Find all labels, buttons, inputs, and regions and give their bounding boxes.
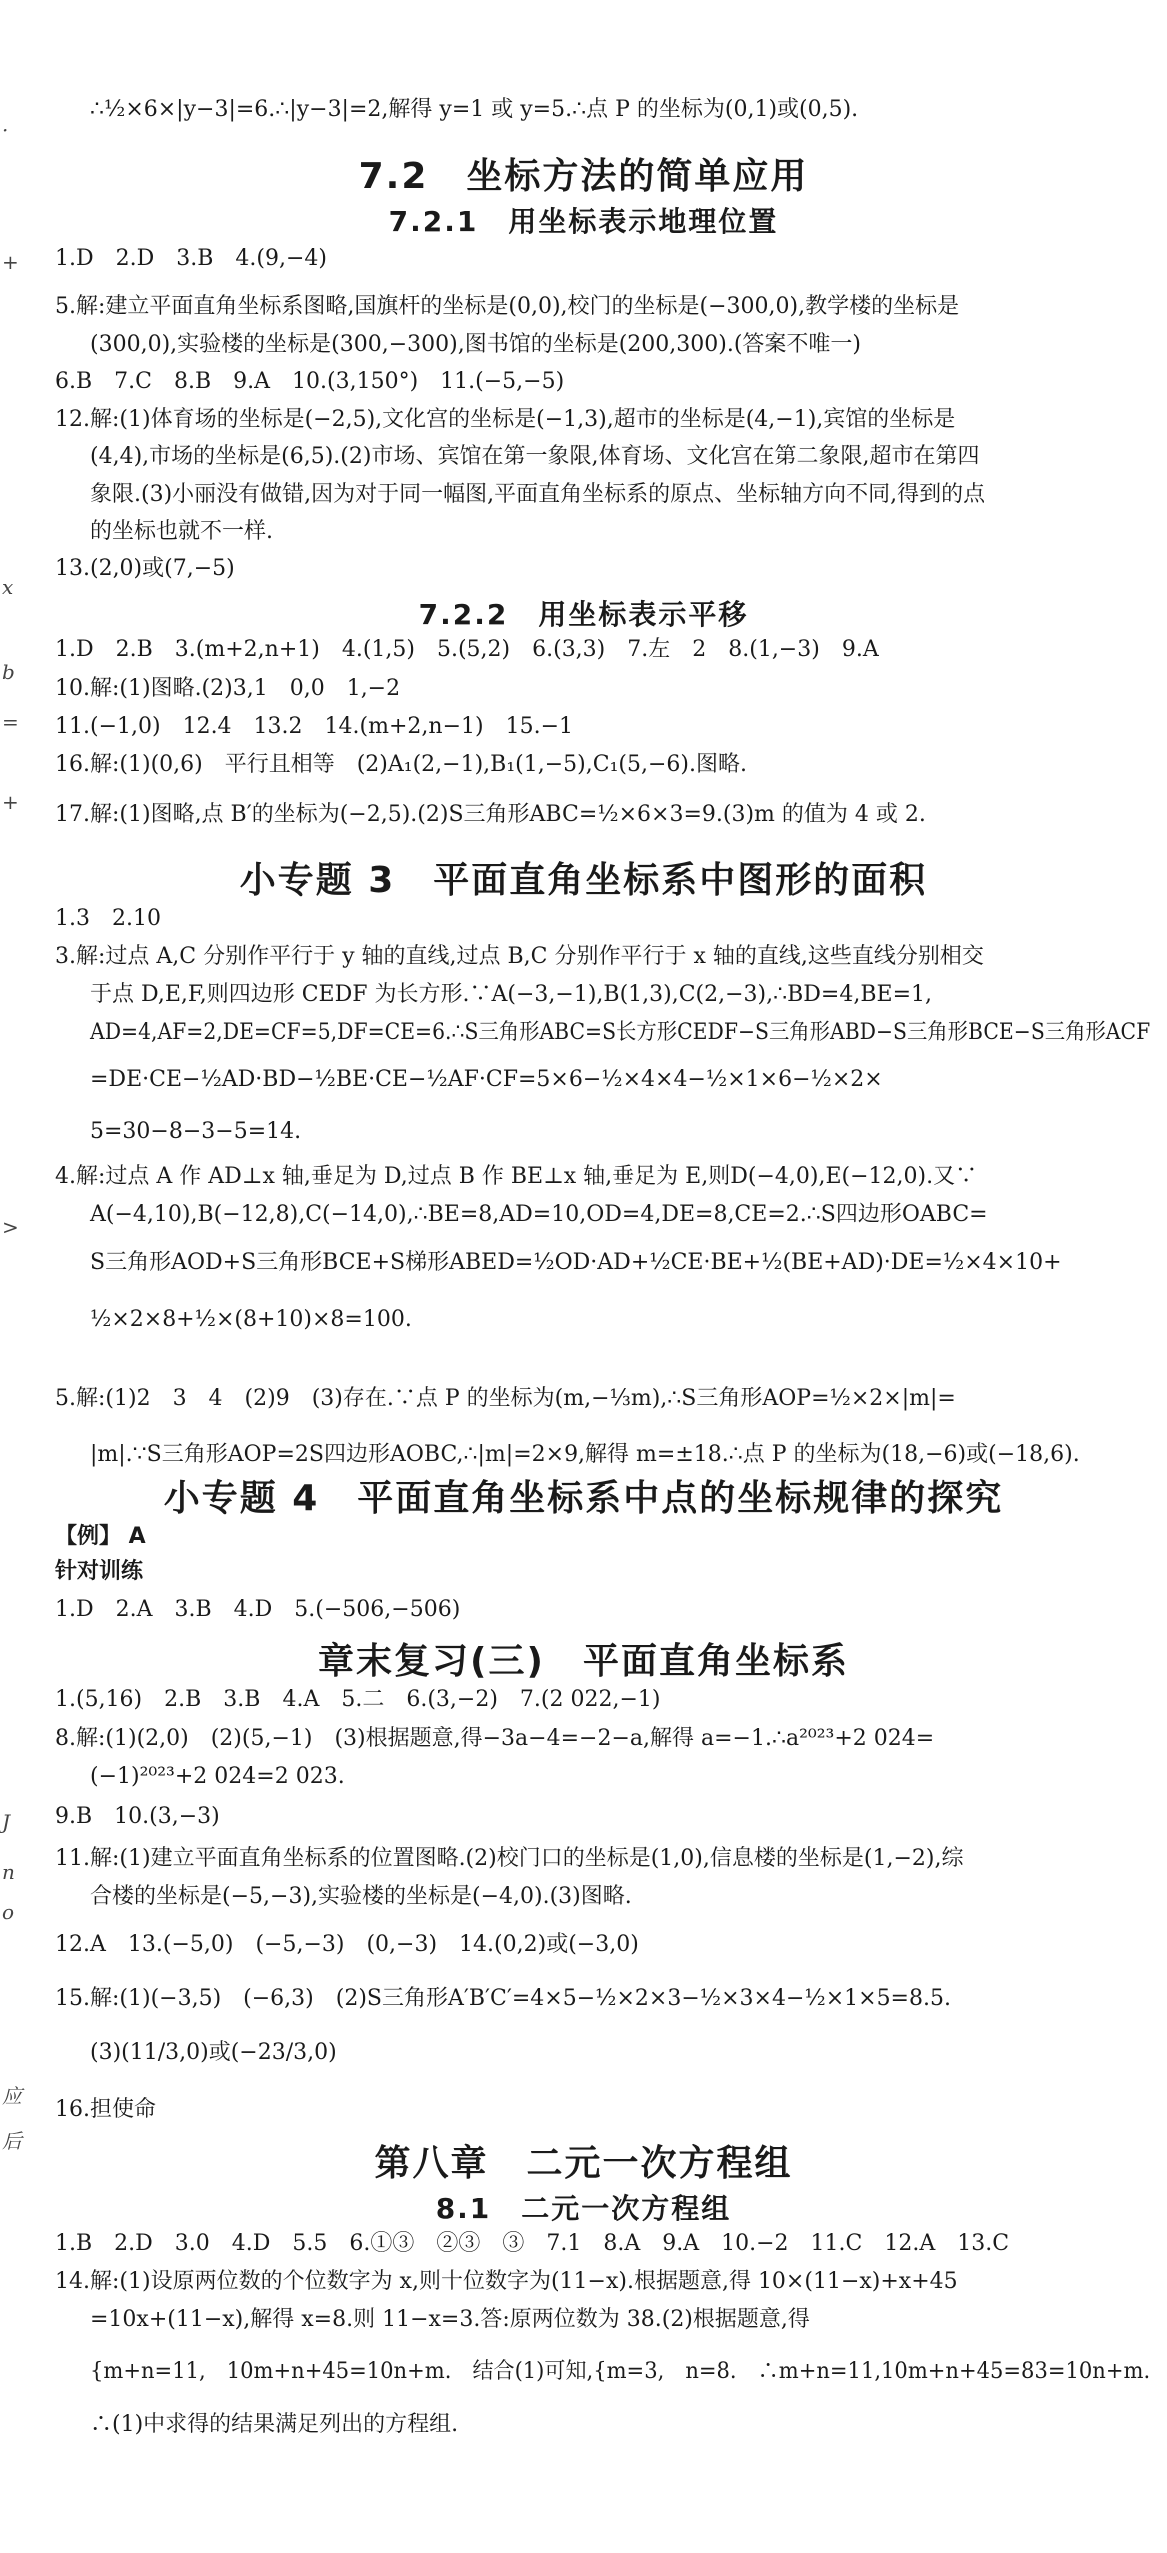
chapter-review-title: 章末复习(三) 平面直角坐标系 bbox=[318, 1641, 849, 1682]
answer-line: A(−4,10),B(−12,8),C(−14,0),∴BE=8,AD=10,OD=4,DE=8,CE=2.∴S四边形OABC= bbox=[90, 1202, 988, 1227]
topic-4-title: 小专题 4 平面直角坐标系中点的坐标规律的探究 bbox=[163, 1478, 1004, 1519]
topic-3-title: 小专题 3 平面直角坐标系中图形的面积 bbox=[239, 860, 928, 901]
answer-line: 5.解:(1)2 3 4 (2)9 (3)存在.∵点 P 的坐标为(m,−⅓m),∴S三角形AOP=½×2×|m|= bbox=[55, 1386, 956, 1411]
example-answer: 【例】 A bbox=[55, 1524, 146, 1549]
answer-line: 于点 D,E,F,则四边形 CEDF 为长方形.∵A(−3,−1),B(1,3),C(2,−3),∴BD=4,BE=1, bbox=[90, 982, 933, 1007]
answer-line: |m|.∵S三角形AOP=2S四边形AOBC,∴|m|=2×9,解得 m=±18.∴点 P 的坐标为(18,−6)或(−18,6). bbox=[90, 1442, 1080, 1467]
answer-line: 4.解:过点 A 作 AD⊥x 轴,垂足为 D,过点 B 作 BE⊥x 轴,垂足为 E,则D(−4,0),E(−12,0).又∵ bbox=[55, 1164, 978, 1189]
margin-mark: 应 bbox=[2, 2084, 22, 2108]
answer-line: 16.解:(1)(0,6) 平行且相等 (2)A₁(2,−1),B₁(1,−5),C₁(5,−6).图略. bbox=[55, 752, 747, 777]
margin-mark: x bbox=[2, 575, 14, 599]
answer-line: 1.D 2.A 3.B 4.D 5.(−506,−506) bbox=[55, 1597, 461, 1622]
answer-line: 1.D 2.B 3.(m+2,n+1) 4.(1,5) 5.(5,2) 6.(3,3) 7.左 2 8.(1,−3) 9.A bbox=[55, 637, 879, 662]
margin-mark: > bbox=[2, 1215, 19, 1239]
answer-line: 12.解:(1)体育场的坐标是(−2,5),文化宫的坐标是(−1,3),超市的坐标是(4,−1),宾馆的坐标是 bbox=[55, 407, 956, 432]
answer-line: ∴½×6×|y−3|=6.∴|y−3|=2,解得 y=1 或 y=5.∴点 P 的坐标为(0,1)或(0,5). bbox=[90, 97, 859, 122]
answer-line: 17.解:(1)图略,点 B′的坐标为(−2,5).(2)S三角形ABC=½×6×3=9.(3)m 的值为 4 或 2. bbox=[55, 802, 926, 827]
answer-line: 1.(5,16) 2.B 3.B 4.A 5.二 6.(3,−2) 7.(2 022,−1) bbox=[55, 1687, 661, 1712]
answer-line: S三角形AOD+S三角形BCE+S梯形ABED=½OD·AD+½CE·BE+½(BE+AD)·DE=½×4×10+ bbox=[90, 1250, 1062, 1275]
answer-line: 3.解:过点 A,C 分别作平行于 y 轴的直线,过点 B,C 分别作平行于 x 轴的直线,这些直线分别相交 bbox=[55, 944, 984, 969]
answer-line: (4,4),市场的坐标是(6,5).(2)市场、宾馆在第一象限,体育场、文化宫在第二象限,超市在第四 bbox=[90, 444, 980, 469]
margin-mark: · bbox=[2, 118, 9, 142]
margin-mark: J bbox=[2, 1810, 11, 1834]
section-title-8-1: 8.1 二元一次方程组 bbox=[435, 2192, 732, 2225]
answer-line: 15.解:(1)(−3,5) (−6,3) (2)S三角形A′B′C′=4×5−½×2×3−½×3×4−½×1×5=8.5. bbox=[55, 1986, 951, 2011]
answer-line: ∴(1)中求得的结果满足列出的方程组. bbox=[90, 2412, 459, 2437]
section-title-7-2-1: 7.2.1 用坐标表示地理位置 bbox=[388, 205, 779, 238]
answer-line: =10x+(11−x),解得 x=8.则 11−x=3.答:原两位数为 38.(2)根据题意,得 bbox=[90, 2307, 810, 2332]
margin-mark: b bbox=[2, 660, 15, 684]
margin-mark: o bbox=[2, 1900, 15, 1924]
answer-line: 1.B 2.D 3.0 4.D 5.5 6.①③ ②③ ③ 7.1 8.A 9.A 10.−2 11.C 12.A 13.C bbox=[55, 2231, 1010, 2256]
answer-line: 5=30−8−3−5=14. bbox=[90, 1119, 302, 1144]
answer-line: 11.(−1,0) 12.4 13.2 14.(m+2,n−1) 15.−1 bbox=[55, 714, 573, 739]
answer-line: (3)(11/3,0)或(−23/3,0) bbox=[90, 2040, 337, 2065]
answer-line: 14.解:(1)设原两位数的个位数字为 x,则十位数字为(11−x).根据题意,得 10×(11−x)+x+45 bbox=[55, 2269, 958, 2294]
chapter-8-title: 第八章 二元一次方程组 bbox=[374, 2143, 793, 2184]
answer-line: 6.B 7.C 8.B 9.A 10.(3,150°) 11.(−5,−5) bbox=[55, 369, 565, 394]
section-title-7-2-2: 7.2.2 用坐标表示平移 bbox=[418, 598, 749, 631]
margin-mark: = bbox=[2, 710, 19, 734]
answer-line: 12.A 13.(−5,0) (−5,−3) (0,−3) 14.(0,2)或(−3,0) bbox=[55, 1932, 639, 1957]
margin-mark: n bbox=[2, 1860, 15, 1884]
answer-line: (−1)²⁰²³+2 024=2 023. bbox=[90, 1764, 345, 1789]
answer-line: ½×2×8+½×(8+10)×8=100. bbox=[90, 1307, 412, 1332]
answer-line: 象限.(3)小丽没有做错,因为对于同一幅图,平面直角坐标系的原点、坐标轴方向不同,得到的点 bbox=[90, 482, 986, 507]
answer-line: 16.担使命 bbox=[55, 2097, 156, 2122]
answer-line: 1.D 2.D 3.B 4.(9,−4) bbox=[55, 246, 327, 271]
answer-line: AD=4,AF=2,DE=CF=5,DF=CE=6.∴S三角形ABC=S长方形CEDF−S三角形ABD−S三角形BCE−S三角形ACF bbox=[90, 1020, 1151, 1045]
answer-line: 1.3 2.10 bbox=[55, 906, 161, 931]
answer-line: 10.解:(1)图略.(2)3,1 0,0 1,−2 bbox=[55, 676, 401, 701]
answer-line: =DE·CE−½AD·BD−½BE·CE−½AF·CF=5×6−½×4×4−½×1×6−½×2× bbox=[90, 1067, 883, 1092]
answer-line: {m+n=11, 10m+n+45=10n+m. 结合(1)可知,{m=3, n=8. ∴m+n=11,10m+n+45=83=10n+m. bbox=[90, 2359, 1151, 2384]
answer-line: 9.B 10.(3,−3) bbox=[55, 1804, 220, 1829]
answer-line: 8.解:(1)(2,0) (2)(5,−1) (3)根据题意,得−3a−4=−2−a,解得 a=−1.∴a²⁰²³+2 024= bbox=[55, 1726, 935, 1751]
answer-line: 5.解:建立平面直角坐标系图略,国旗杆的坐标是(0,0),校门的坐标是(−300,0),教学楼的坐标是 bbox=[55, 294, 960, 319]
practice-heading: 针对训练 bbox=[55, 1559, 144, 1584]
margin-mark: + bbox=[2, 250, 19, 274]
answer-line: 合楼的坐标是(−5,−3),实验楼的坐标是(−4,0).(3)图略. bbox=[90, 1884, 632, 1909]
answer-line: 13.(2,0)或(7,−5) bbox=[55, 556, 235, 581]
margin-mark: 后 bbox=[2, 2129, 22, 2153]
section-title-7-2: 7.2 坐标方法的简单应用 bbox=[358, 156, 809, 197]
margin-mark: + bbox=[2, 790, 19, 814]
answer-line: 11.解:(1)建立平面直角坐标系的位置图略.(2)校门口的坐标是(1,0),信息楼的坐标是(1,−2),综 bbox=[55, 1846, 964, 1871]
answer-line: 的坐标也就不一样. bbox=[90, 519, 273, 544]
answer-line: (300,0),实验楼的坐标是(300,−300),图书馆的坐标是(200,300).(答案不唯一) bbox=[90, 332, 862, 357]
